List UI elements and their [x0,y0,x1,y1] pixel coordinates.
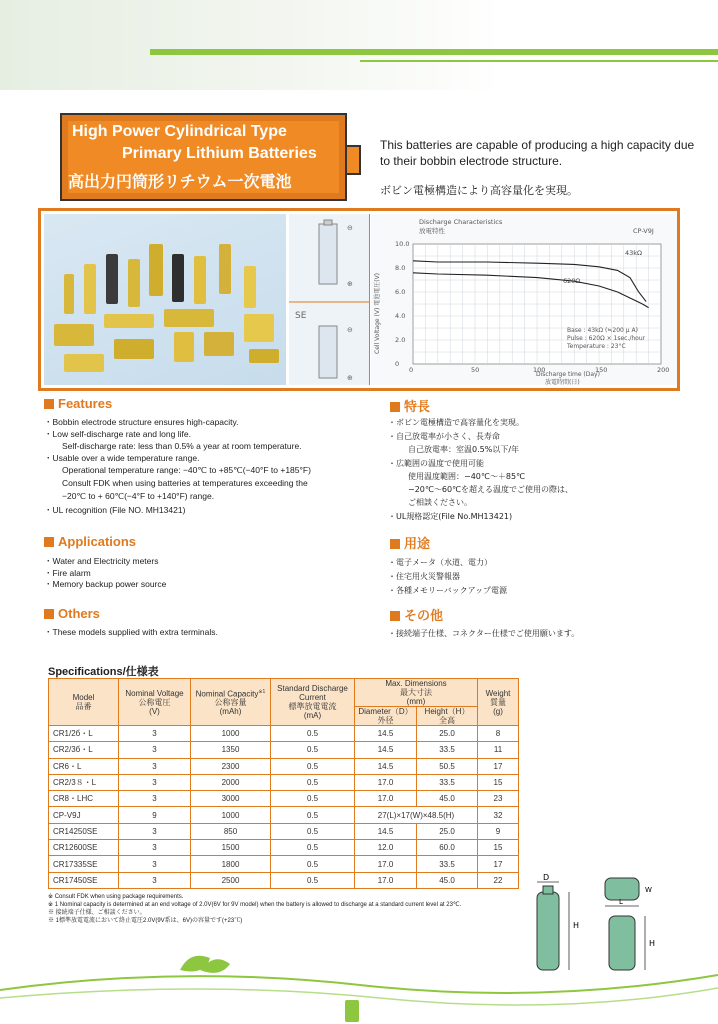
others-jp-1: ・接続端子仕様、コネクター仕様でご使用願います。 [388,629,580,638]
cell-model: CR17335SE [49,856,119,872]
cell-diameter: 14.5 [355,742,417,758]
cell-height: 33.5 [417,774,478,790]
cell-voltage: 3 [119,823,191,839]
spec-title: Specifications/仕様表 [48,666,159,678]
chart-x-tick: 200 [657,366,670,374]
cell-model: CP-V9J [49,807,119,823]
features-heading-en: Features [44,396,112,411]
feature-jp-7: ご相談ください。 [408,498,472,507]
note-2: ※ 1 Nominal capacity is determined at an end voltage of 2.0V(6V for 9V model) when the battery is allowed to discharge at a standard current level at 23℃. [48,902,462,908]
header-accent-line-thin [360,60,718,62]
others-heading-en: Others [44,606,100,621]
header-height: Height（H） 全高 [417,707,478,726]
header-current: Standard Discharge Current 標準放電電流 (mA) [271,679,355,726]
cell-current: 0.5 [271,807,355,823]
spec-row [49,807,519,823]
chart-xlabel-en: Discharge time (Day) [536,371,600,378]
chart-x-tick: 150 [595,366,608,374]
cell-capacity: 1800 [191,856,271,872]
spec-row [49,872,519,888]
header-dimensions: Max. Dimensions 最大寸法 (mm) [355,679,478,707]
cell-voltage: 3 [119,726,191,742]
chart-title-jp: 放電特性 [419,227,445,235]
header-accent-line [150,49,718,55]
curve-label-43k: 43kΩ [625,249,643,257]
chart-y-tick: 4.0 [395,312,406,320]
cell-weight: 9 [478,823,519,839]
chart-y-tick: 6.0 [395,288,406,296]
others-en-1: ・These models supplied with extra terminals. [44,627,218,637]
spec-row [49,856,519,872]
cell-weight: 32 [478,807,519,823]
spec-table [48,678,519,889]
intro-jp: ボビン電極構造により高容量化を実現。 [380,184,578,197]
cell-voltage: 3 [119,742,191,758]
note-4: ※ 1標準放電電流において終止電圧2.0V(9V系は、6V)の容量です(+23℃) [48,918,243,924]
dim-l-label: L [619,898,623,906]
feature-jp-8: ・UL規格認定(File No.MH13421) [388,512,513,521]
application-en-1: ・Water and Electricity meters [44,556,159,566]
note-1: ※ Consult FDK when using package requirements. [48,894,184,900]
cell-voltage: 9 [119,807,191,823]
cell-capacity: 1000 [191,807,271,823]
cell-height: 25.0 [417,726,478,742]
chart-y-tick: 10.0 [395,240,410,248]
svg-text:⊖: ⊖ [347,224,353,232]
header-model: Model 品番 [49,679,119,726]
cell-weight: 15 [478,774,519,790]
cell-voltage: 3 [119,758,191,774]
feature-jp-5: 使用温度範囲：−40℃〜＋85℃ [408,472,526,481]
svg-text:⊖: ⊖ [347,326,353,334]
cell-current: 0.5 [271,856,355,872]
cell-voltage: 3 [119,856,191,872]
cell-diameter: 17.0 [355,774,417,790]
spec-row [49,791,519,807]
cell-model: CR12600SE [49,840,119,856]
cell-height: 60.0 [417,840,478,856]
battery-outline-diagram [289,214,370,385]
chart-legend-temp: Temperature : 23°C [567,343,626,350]
title-box [60,113,347,201]
spec-row [49,758,519,774]
cell-capacity: 2000 [191,774,271,790]
cell-current: 0.5 [271,758,355,774]
chart-xlabel-jp: 放電時間(日) [545,379,580,385]
spec-notes [48,893,538,925]
dim-d-label: D [543,873,550,882]
cell-height: 45.0 [417,872,478,888]
cell-voltage: 3 [119,840,191,856]
cell-capacity: 1500 [191,840,271,856]
cell-model: CR8・LHC [49,791,119,807]
figure-frame [38,208,680,391]
feature-en-1: ・Bobbin electrode structure ensures high-capacity. [44,417,239,427]
chart-model: CP-V9J [633,227,654,235]
cell-current: 0.5 [271,791,355,807]
cell-diameter: 17.0 [355,791,417,807]
cell-capacity: 1000 [191,726,271,742]
cell-diameter: 14.5 [355,726,417,742]
applications-heading-jp: 用途 [390,533,430,552]
discharge-chart [371,214,677,385]
dim-w-label: W [645,886,652,894]
chart-legend-pulse: Pulse : 620Ω × 1sec./hour [567,335,646,342]
title-en-line1: High Power Cylindrical Type [72,123,287,140]
cell-diameter: 14.5 [355,823,417,839]
cell-capacity: 1350 [191,742,271,758]
application-en-2: ・Fire alarm [44,568,91,578]
cell-current: 0.5 [271,840,355,856]
chart-y-tick: 2.0 [395,336,406,344]
application-jp-2: ・住宅用火災警報器 [388,572,460,581]
intro-en: This batteries are capable of producing a high capacity due to their bobbin electrode structure. [380,138,695,168]
cell-capacity: 2500 [191,872,271,888]
cell-height: 25.0 [417,823,478,839]
cell-model: CR2/3б・L [49,742,119,758]
header-weight: Weight 質量 (g) [478,679,519,726]
features-heading-jp: 特長 [390,396,430,415]
chart-title-en: Discharge Characteristics [419,218,503,226]
cell-current: 0.5 [271,742,355,758]
cell-weight: 17 [478,758,519,774]
feature-jp-4: ・広範囲の温度で使用可能 [388,459,484,468]
cell-voltage: 3 [119,872,191,888]
feature-en-4: ・Usable over a wide temperature range. [44,453,200,463]
cell-weight: 22 [478,872,519,888]
cell-diameter: 17.0 [355,856,417,872]
chart-x-tick: 50 [471,366,480,374]
cell-height: 33.5 [417,742,478,758]
chart-x-tick: 0 [409,366,414,374]
cell-model: CR2/3８・L [49,774,119,790]
title-tab [347,145,361,175]
note-3: ※ 接続端子仕様、ご相談ください。 [48,910,146,916]
cell-voltage: 3 [119,791,191,807]
spec-row [49,774,519,790]
feature-en-2: ・Low self-discharge rate and long life. [44,429,191,439]
dim-h-label: H [573,921,580,930]
spec-row [49,823,519,839]
spec-row [49,742,519,758]
feature-en-5: Operational temperature range: −40℃ to +85℃(−40°F to +185°F) [62,465,311,475]
cell-diameter: 14.5 [355,758,417,774]
cell-capacity: 850 [191,823,271,839]
cell-weight: 23 [478,791,519,807]
cell-current: 0.5 [271,872,355,888]
battery-photo [44,214,286,385]
cell-height: 45.0 [417,791,478,807]
footer-decoration [0,940,718,1024]
cell-model: CR6・L [49,758,119,774]
battery-footer-icon [345,1000,359,1022]
header-voltage: Nominal Voltage 公称電圧 (V) [119,679,191,726]
discharge-chart-panel [371,214,677,385]
title-jp: 高出力円筒形リチウム一次電池 [68,172,292,191]
chart-y-tick: 0 [395,360,400,368]
application-jp-3: ・各種メモリーバックアップ電源 [388,586,508,595]
cell-dimensions-combined: 27(L)×17(W)×48.5(H) [355,807,478,823]
cell-diameter: 12.0 [355,840,417,856]
dim-h2-label: H [649,939,656,948]
cell-weight: 15 [478,840,519,856]
feature-jp-6: −20℃〜60℃を超える温度でご使用の際は、 [408,485,574,494]
applications-heading-en: Applications [44,534,136,549]
cell-diameter: 17.0 [355,872,417,888]
battery-outline-svg [289,214,369,385]
cell-current: 0.5 [271,823,355,839]
flat-pack-top-diagram [605,878,639,900]
cell-current: 0.5 [271,774,355,790]
application-jp-1: ・電子メータ（水道、電力） [388,558,492,567]
title-en-line2: Primary Lithium Batteries [122,145,317,162]
chart-ylabel: Cell Voltage (V) 電池電圧(V) [374,272,381,354]
spec-row [49,840,519,856]
chart-legend-base: Base : 43kΩ (≒200 μ A) [567,327,638,334]
se-label: SE [295,311,307,321]
svg-text:⊕: ⊕ [347,280,353,288]
cell-capacity: 2300 [191,758,271,774]
feature-en-7: −20℃ to + 60℃(−4°F to +140°F) range. [62,491,215,501]
feature-en-8: ・UL recognition (File NO. MH13421) [44,505,186,515]
cell-height: 33.5 [417,856,478,872]
chart-y-tick: 8.0 [395,264,406,272]
feature-jp-3: 自己放電率：室温0.5%以下/年 [408,445,520,454]
feature-jp-1: ・ボビン電極構造で高容量化を実現。 [388,418,524,427]
cell-model: CR14250SE [49,823,119,839]
cell-current: 0.5 [271,726,355,742]
header-background [0,0,718,90]
cell-weight: 11 [478,742,519,758]
cell-voltage: 3 [119,774,191,790]
cell-weight: 8 [478,726,519,742]
feature-en-3: Self-discharge rate: less than 0.5% a year at room temperature. [62,441,302,451]
application-en-3: ・Memory backup power source [44,579,167,589]
cell-capacity: 3000 [191,791,271,807]
others-heading-jp: その他 [390,605,443,624]
cell-weight: 17 [478,856,519,872]
header-diameter: Diameter（D） 外径 [355,707,417,726]
cell-model: CR1/2б・L [49,726,119,742]
svg-text:⊕: ⊕ [347,374,353,382]
header-capacity: Nominal Capacity$^{※1}$ 公称容量 (mAh) [191,679,271,726]
curve-label-620: 620Ω [563,277,581,285]
spec-row [49,726,519,742]
feature-jp-2: ・自己放電率が小さく、長寿命 [388,432,500,441]
feature-en-6: Consult FDK when using batteries at temperatures exceeding the [62,478,308,488]
cell-model: CR17450SE [49,872,119,888]
cell-height: 50.5 [417,758,478,774]
chart-x-tick: 100 [533,366,546,374]
